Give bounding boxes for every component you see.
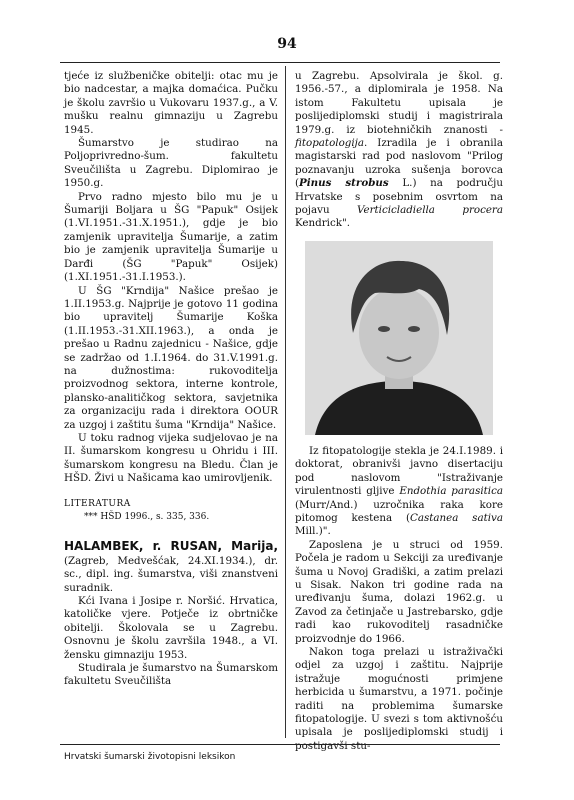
text-run: (Murr/And.) uzročnika raka kore pitomog kestena ( — [295, 498, 503, 524]
entry-heading — [64, 540, 278, 595]
literature-reference: *** HŠD 1996., s. 335, 336. — [84, 512, 210, 522]
text-run: Iz fitopatologije stekla je 24.I.1989. i doktorat, obranivši javno disertaciju pod naslovom "Istraživanje virulentnosti gljive — [295, 444, 503, 498]
paragraph: U ŠG "Krndija" Našice prešao je 1.II.1953.g. Najprije je gotovo 11 godina bio upravitelj Šumarije Koška (1.II.1953.-31.XII.1963.), a onda je prešao u Radnu zajednicu - Našice, gdje se zadržao od 1.I.1964. do 31.V.1991.g. na dužnostima: rukovoditelja proizvodnog sektora, interne kontrole, plansko-analitičkog sektora, savjetnika za organizaciju rada i direktora OOUR za uzgoj i zaštitu šuma "Krndija" Našice. — [64, 284, 278, 431]
header-rule — [60, 62, 500, 63]
left-column — [64, 70, 278, 689]
paragraph: Nakon toga prelazi u istraživački odjel za uzgoj i zaštitu. Najprije istražuje mogućnosti primjene herbicida u šumarstvu, a 1971. počinje raditi na problemima šumarske fitopatologije. U svezi s tom aktivnošću upisala je poslijediplomski studij i postigavši stu- — [295, 645, 503, 752]
text-run: Mill.)". — [295, 525, 331, 538]
literature-heading: LITERATURA — [64, 498, 131, 509]
paragraph: Prvo radno mjesto bilo mu je u Šumariji Boljara u ŠG "Papuk" Osijek (1.VI.1951.-31.X.1951.), gdje je bio zamjenik upravitelja Šumarije, a zatim bio je zamjenik upravitelja Šumarije u Darđi (ŠG "Papuk" Osijek) (1.XI.1951.-31.I.1953.). — [64, 190, 278, 284]
paragraph: Kći Ivana i Josipe r. Noršić. Hrvatica, katoličke vjere. Potječe iz obrtničke obitelji. Školovala se u Zagrebu. Osnovnu je školu završila 1948., a VI. žensku gimnaziju 1953. — [64, 595, 278, 661]
paragraph: Zaposlena je u struci od 1959. Počela je radom u Sekciji za uređivanje šuma u Novoj Gradiški, a zatim prelazi u Sisak. Nakon tri godine rada na uređivanju šuma, dolazi 1962.g. u Zavod za četinjače u Jastrebarsko, gdje radi kao rukovoditelj rasadničke proizvodnje do 1966. — [295, 538, 503, 645]
column-divider — [285, 66, 286, 738]
paragraph: U toku radnog vijeka sudjelovao je na II. šumarskom kongresu u Ohridu i III. šumarskom kongresu na Bledu. Član je HŠD. Živi u Našicama kao umirovljenik. — [64, 431, 278, 485]
text-run: u Zagrebu. Apsolvirala je škol. g. 1956.-57., a diplomirala je 1958. Na istom Fakultetu upisala je poslijediplomski studij i magistrirala 1979.g. iz biotehničkih znanosti - — [295, 70, 503, 136]
species-name: Endothia parasitica — [399, 485, 503, 498]
species-name: Pinus strobus — [299, 177, 389, 190]
italic-term: fitopatologija — [295, 137, 364, 150]
text-run: L.) na području Hrvatske s posebnim osvrtom na pojavu — [295, 177, 503, 217]
portrait-image — [305, 241, 493, 435]
paragraph — [295, 70, 503, 231]
footer-rule — [60, 744, 500, 745]
right-column — [295, 70, 503, 753]
species-name: Verticicladiella procera — [357, 204, 503, 217]
page-number: 94 — [277, 36, 297, 52]
species-name: Castanea sativa — [409, 511, 503, 524]
text-run: Kendrick". — [295, 217, 350, 230]
paragraph: tjeće iz službeničke obitelji: otac mu je bio nadcestar, a majka domaćica. Pučku je školu završio u Vukovaru 1937.g., a V. mušku realnu gimnaziju u Zagrebu 1945. — [64, 70, 278, 136]
paragraph — [295, 445, 503, 539]
paragraph: Šumarstvo je studirao na Poljoprivredno-šum. fakultetu Sveučilišta u Zagrebu. Diplomirao je 1950.g. — [64, 137, 278, 190]
paragraph: Studirala je šumarstvo na Šumarskom fakultetu Sveučilišta — [64, 662, 278, 688]
portrait-photo — [305, 241, 493, 435]
text-run: . Izradila je i obranila magistarski rad pod naslovom "Prilog poznavanju uzroka sušenja borovca ( — [295, 137, 503, 190]
footer-text: Hrvatski šumarski životopisni leksikon — [64, 752, 236, 762]
entry-name: HALAMBEK, r. RUSAN, Marija, — [64, 539, 278, 554]
entry-details: (Zagreb, Medvešćak, 24.XI.1934.), dr. sc., dipl. ing. šumarstva, viši znanstveni suradnik. — [64, 554, 278, 594]
